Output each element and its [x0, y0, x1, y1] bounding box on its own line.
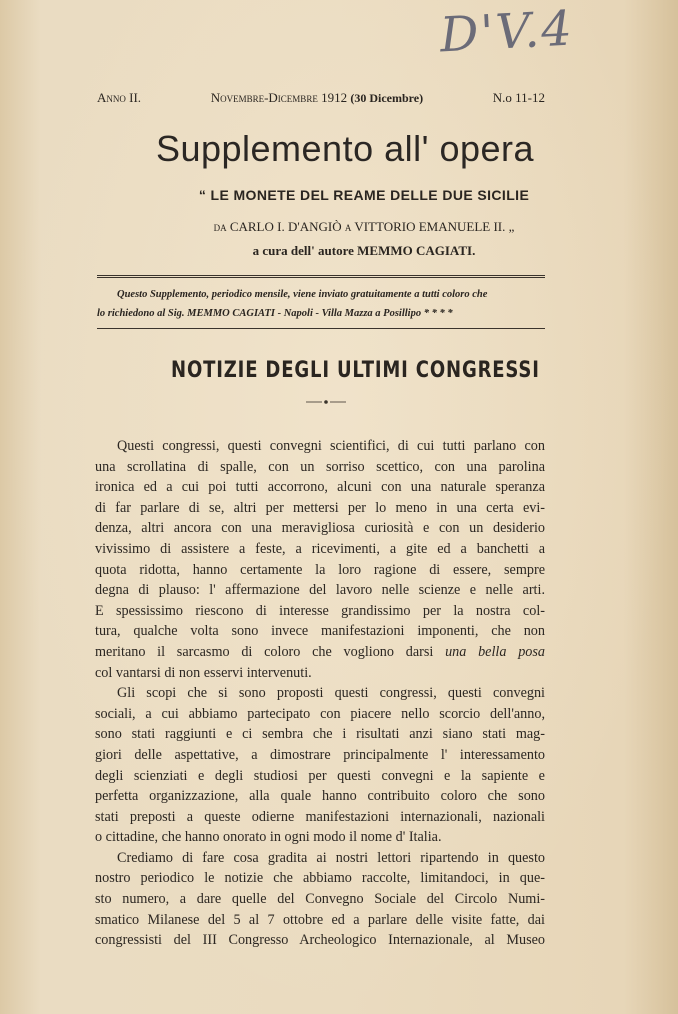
body-line: giori delle aspettative, a dimostrare principalmente l' interessamento — [95, 746, 545, 763]
body-line: smatico Milanese del 5 al 7 ottobre ed a parlare delle visite fatte, dai — [95, 911, 545, 928]
issue-date-extra: (30 Dicembre) — [350, 91, 424, 105]
body-line: stati preposti a queste odierne manifestazioni internazionali, nazionali — [95, 808, 545, 825]
issue-date — [211, 90, 423, 106]
italic-phrase: una bella posa — [445, 643, 545, 660]
top-divider — [97, 275, 545, 278]
body-line: sono stati raggiunti e ci sembra che i risultati anzi siano stati mag- — [95, 726, 545, 743]
ornament-icon — [304, 398, 348, 406]
page-title: Supplemento all' opera — [155, 128, 535, 169]
article-body — [95, 436, 545, 951]
bottom-divider — [97, 328, 545, 329]
handwritten-note: D'V.4 — [438, 0, 576, 64]
body-line: quota ridotta, hanno certamente la loro ragione di essere, sempre — [95, 561, 545, 578]
body-line: o cittadine, che hanno onorato in ogni modo il nome d' Italia. — [95, 829, 442, 846]
body-line: degna di plauso: l' affermazione del lavoro nelle scienze e nelle arti. — [95, 582, 545, 599]
body-line: E spessissimo riescono di interesse grandissimo per la nostra col- — [95, 602, 545, 619]
notice-line-2: lo richiedono al Sig. MEMMO CAGIATI - Napoli - Villa Mazza a Posillipo * * * * — [97, 308, 453, 319]
section-title: NOTIZIE DEGLI ULTIMI CONGRESSI — [171, 358, 540, 383]
body-line: sociali, a cui abbiamo partecipato con piacere nello scorcio dell'anno, — [95, 705, 545, 722]
body-line: sto numero, a dare quelle del Convegno Sociale del Circolo Numi- — [95, 891, 545, 908]
body-line: Gli scopi che si sono proposti questi congressi, questi convegni — [117, 685, 545, 702]
subscription-notice — [97, 285, 545, 323]
body-line-with-italic — [95, 642, 545, 663]
body-line: vivissimo di assistere a feste, a ricevimenti, a gite ed a banchetti a — [95, 540, 545, 557]
issue-date-months: Novembre-Dicembre 1912 — [210, 90, 348, 105]
body-line: una scrollatina di spalle, con un sorriso scettico, con una parolina — [95, 458, 545, 475]
body-line: Questi congressi, questi convegni scientifici, di cui tutti parlano con — [117, 438, 545, 454]
notice-line-1: Questo Supplemento, periodico mensile, viene inviato gratuitamente a tutti coloro che — [117, 289, 488, 300]
issue-year: Anno II. — [97, 90, 142, 105]
body-line: denza, altri ancora con una meravigliosa curiosità e con un desiderio — [95, 520, 545, 537]
body-line: degli scienziati e degli studiosi per questi convegni e la sapiente e — [95, 767, 545, 784]
issue-number: N.o 11-12 — [492, 90, 545, 105]
body-line: Crediamo di fare cosa gradita ai nostri lettori ripartendo in questo — [117, 849, 545, 866]
body-line: tura, qualche volta sono invece manifestazioni imponenti, che non — [95, 623, 545, 640]
body-line: ironica ed a cui poi tutti accorrono, alcuni con una naturale speranza — [95, 479, 545, 496]
body-line: di far parlare di se, altri per mettersi per lo meno in una certa evi- — [95, 499, 545, 516]
body-line: congressisti del III Congresso Archeologico Internazionale, al Museo — [95, 932, 545, 949]
issue-header — [97, 90, 545, 106]
body-line: nostro periodico le notizie che abbiamo raccolte, limitandoci, in que- — [95, 870, 545, 887]
body-line-text: meritano il sarcasmo di coloro che vogliono darsi — [95, 643, 434, 660]
subtitle-range: da CARLO I. D'ANGIÒ a VITTORIO EMANUELE II. „ — [213, 219, 515, 234]
body-line: perfetta organizzazione, alla quale hanno contribuito coloro che sono — [95, 788, 545, 805]
subtitle-author: a cura dell' autore MEMMO CAGIATI. — [252, 243, 476, 258]
subtitle: “ LE MONETE DEL REAME DELLE DUE SICILIE — [198, 187, 530, 203]
body-line: col vantarsi di non esservi intervenuti. — [95, 664, 312, 681]
